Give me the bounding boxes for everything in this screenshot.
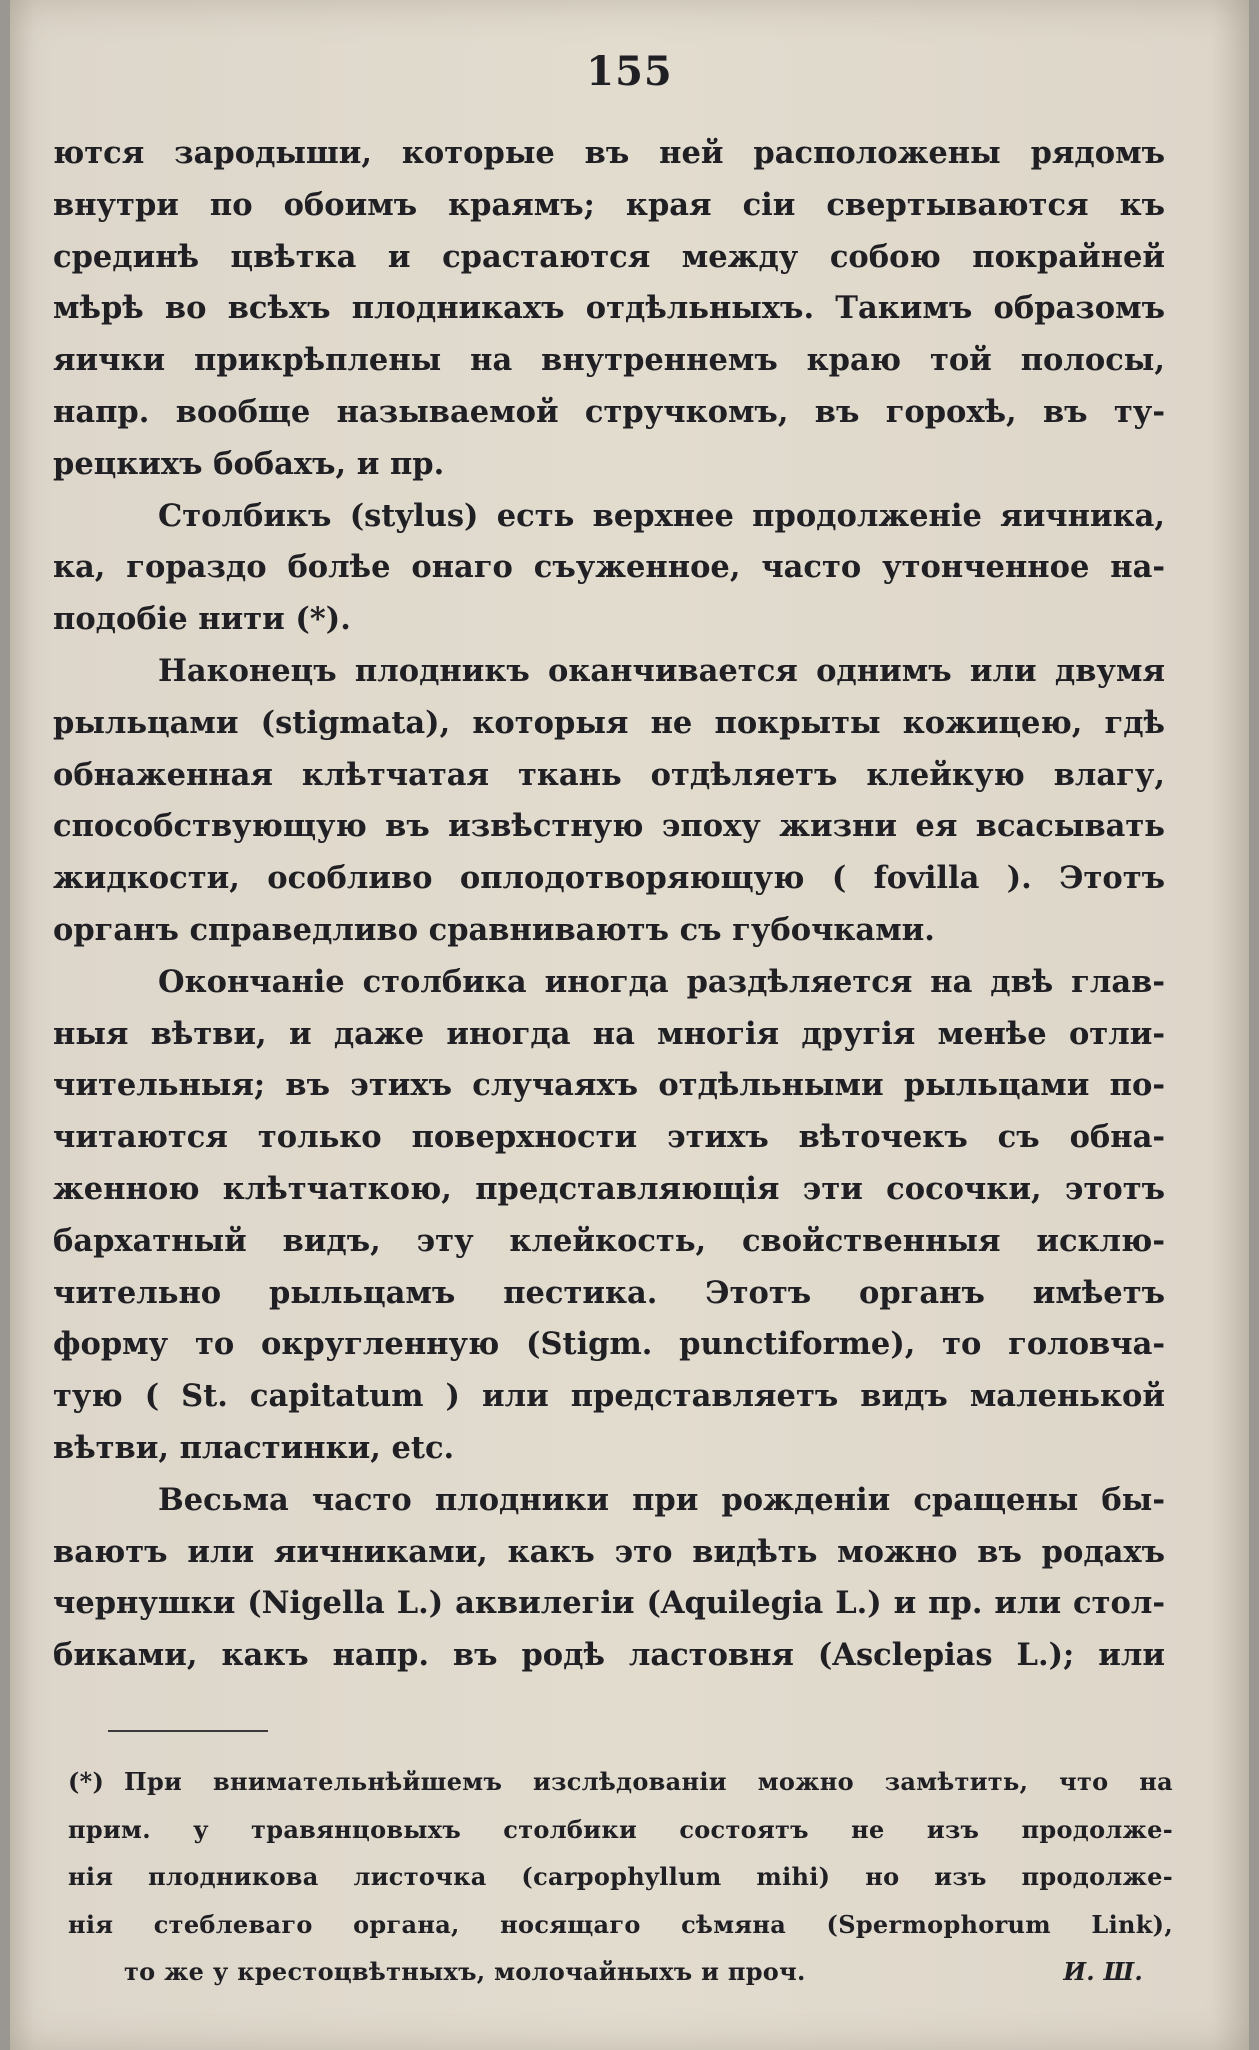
- footnote-mark: (*): [68, 1767, 105, 1796]
- footnote-divider: [108, 1730, 268, 1732]
- footnote-last-line: [68, 1948, 1173, 1996]
- paragraph-line: внутри по обоимъ краямъ; края сіи свертываются къ: [53, 186, 1165, 223]
- paragraph-line: Окончаніе столбика иногда раздѣляется на двѣ глав-: [158, 963, 1165, 1000]
- paragraph-line: женною клѣтчаткою, представляющія эти сосочки, этотъ: [53, 1170, 1165, 1207]
- footnote-signature: И. Ш.: [1063, 1957, 1143, 1986]
- footnote-text: прим. у травянцовыхъ столбики состоятъ не изъ продолже-: [68, 1814, 1173, 1844]
- paragraph-line: органъ справедливо сравниваютъ съ губочками.: [53, 911, 935, 948]
- footnote-text: то же у крестоцвѣтныхъ, молочайныхъ и проч.: [124, 1957, 806, 1986]
- footnote-text: нія стеблеваго органа, носящаго сѣмяна (Spermophorum Link),: [68, 1909, 1173, 1939]
- paragraph-line: мѣрѣ во всѣхъ плодникахъ отдѣльныхъ. Такимъ образомъ: [53, 290, 1165, 327]
- paragraph-line: биками, какъ напр. въ родѣ ластовня (Asclepias L.); или: [53, 1637, 1165, 1674]
- paragraph-line: рыльцами (stigmata), которыя не покрыты кожицею, гдѣ: [53, 704, 1165, 741]
- paragraph-line: яички прикрѣплены на внутреннемъ краю той полосы,: [53, 342, 1165, 379]
- footnote-line: [68, 1758, 1173, 1806]
- paragraph-line: ныя вѣтви, и даже иногда на многія другія менѣе отли-: [53, 1015, 1165, 1052]
- paragraph-line: чернушки (Nigella L.) аквилегіи (Aquilegia L.) и пр. или стол-: [53, 1585, 1165, 1622]
- paragraph-line: подобіе нити (*).: [53, 601, 351, 638]
- footnote-text: При внимательнѣйшемъ изслѣдованіи можно замѣтить, что на: [124, 1767, 1173, 1796]
- paragraph-line: способствующую въ извѣстную эпоху жизни ея всасывать: [53, 808, 1165, 845]
- paragraph-line: чительныя; въ этихъ случаяхъ отдѣльными рыльцами по-: [53, 1067, 1165, 1104]
- footnote-line: [68, 1806, 1173, 1854]
- paragraph-line: ка, гораздо болѣе онаго съуженное, часто утонченное на-: [53, 549, 1165, 586]
- footnote-line: [68, 1901, 1173, 1949]
- footnote-line: [68, 1853, 1173, 1901]
- footnote-text: нія плодникова листочка (carpophyllum mihi) но изъ продолже-: [68, 1862, 1173, 1891]
- paragraph-line: ются зародыши, которые въ ней расположены рядомъ: [53, 135, 1165, 171]
- paragraph-line: Столбикъ (stylus) есть верхнее продолженіе яичника,: [158, 497, 1165, 534]
- paragraph-line: жидкости, особливо оплодотворяющую ( fovilla ). Этотъ: [53, 860, 1165, 897]
- paragraph-line: срединѣ цвѣтка и срастаются между собою покрайней: [53, 238, 1165, 275]
- paragraph-line: вѣтви, пластинки, etc.: [53, 1429, 455, 1466]
- main-text: [53, 128, 1165, 1682]
- paragraph-line: бархатный видъ, эту клейкость, свойственныя исклю-: [53, 1222, 1165, 1259]
- paragraph-line: напр. вообще называемой стручкомъ, въ горохѣ, въ ту-: [53, 393, 1165, 430]
- paragraph-line: Весьма часто плодники при рожденіи сращены бы-: [158, 1481, 1165, 1518]
- page-number: 155: [586, 48, 673, 95]
- book-page: [10, 0, 1249, 2050]
- paragraph-line: ваютъ или яичниками, какъ это видѣть можно въ родахъ: [53, 1533, 1165, 1570]
- footnote: [68, 1758, 1173, 1996]
- paragraph-line: чительно рыльцамъ пестика. Этотъ органъ имѣетъ: [53, 1274, 1165, 1311]
- paragraph-line: рецкихъ бобахъ, и пр.: [53, 445, 445, 482]
- paragraph-line: обнаженная клѣтчатая ткань отдѣляетъ клейкую влагу,: [53, 756, 1165, 793]
- paragraph-line: Наконецъ плодникъ оканчивается однимъ или двумя: [158, 652, 1165, 689]
- paragraph-line: читаются только поверхности этихъ вѣточекъ съ обна-: [53, 1119, 1165, 1156]
- paragraph-line: форму то округленную (Stigm. punctiforme), то головча-: [53, 1326, 1165, 1363]
- paragraph-line: тую ( St. capitatum ) или представляетъ видъ маленькой: [53, 1378, 1165, 1415]
